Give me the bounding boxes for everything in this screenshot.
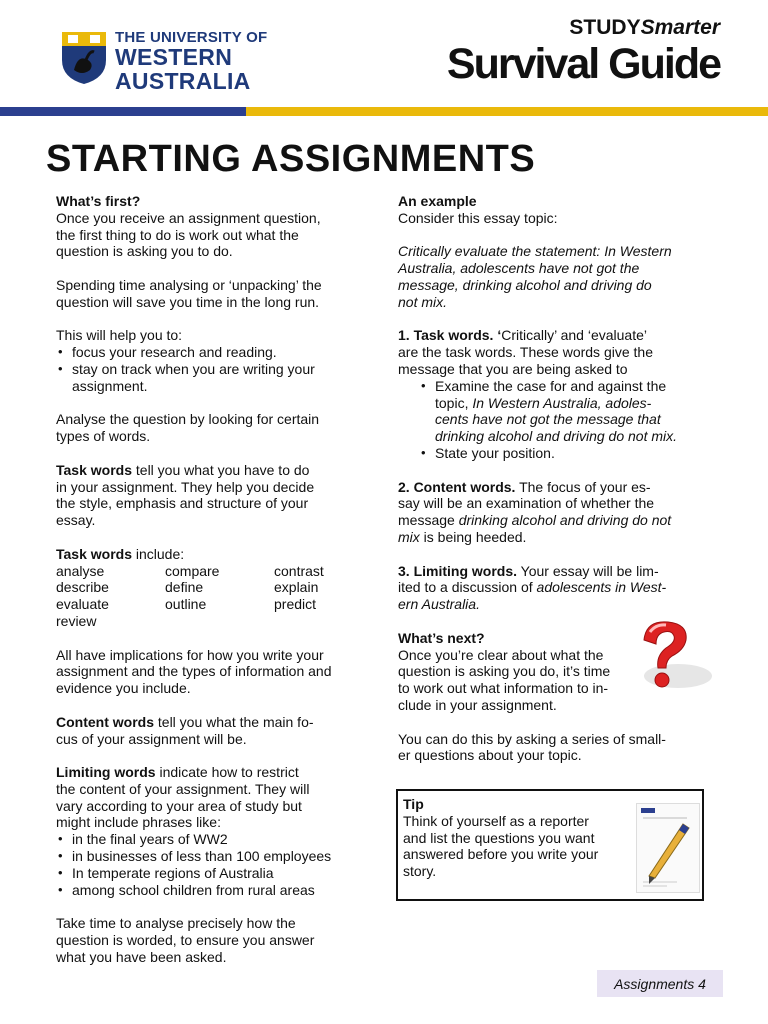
text-line bbox=[398, 579, 698, 596]
text-run: is being heeded. bbox=[419, 528, 527, 545]
university-name-line1: THE UNIVERSITY OF bbox=[115, 29, 268, 46]
tip-box bbox=[396, 789, 704, 901]
tip-text bbox=[403, 796, 633, 880]
text-run: drinking alcohol and driving do not bbox=[458, 512, 672, 529]
text-line bbox=[56, 714, 364, 731]
text-line bbox=[56, 546, 364, 563]
task-word: outline bbox=[165, 596, 207, 613]
text-line: This will help you to: bbox=[56, 327, 183, 344]
text-line: question will save you time in the long run. bbox=[56, 293, 320, 310]
university-crest-logo bbox=[60, 30, 108, 86]
text-run: tell you what the main fo- bbox=[154, 713, 314, 730]
text-line: clude in your assignment. bbox=[398, 696, 557, 713]
example-heading: An example bbox=[398, 193, 477, 209]
text-run: In Western Australia, adoles- bbox=[472, 394, 652, 411]
pen-icon bbox=[637, 804, 699, 892]
text-line: All have implications for how you write your bbox=[56, 646, 324, 663]
text-line: assignment. bbox=[72, 377, 148, 394]
text-run: adolescents in West- bbox=[536, 579, 667, 596]
task-words-term: Task words bbox=[56, 461, 132, 478]
text-line bbox=[398, 596, 698, 613]
text-line: Analyse the question by looking for certain bbox=[56, 411, 320, 428]
tip-heading: Tip bbox=[403, 796, 424, 812]
text-line bbox=[398, 529, 698, 546]
text-line: Once you receive an assignment question, bbox=[56, 209, 321, 226]
university-name-line2: WESTERN bbox=[115, 44, 233, 70]
task-word: explain bbox=[274, 579, 319, 596]
text-line: story. bbox=[403, 863, 437, 880]
list-item: • in businesses of less than 100 employees bbox=[72, 848, 364, 865]
text-line: You can do this by asking a series of small- bbox=[398, 730, 666, 747]
text-line bbox=[398, 327, 698, 344]
help-list bbox=[56, 344, 364, 394]
left-column bbox=[56, 193, 364, 966]
text-line: cents have not got the message that bbox=[435, 411, 661, 428]
header-bar-gold bbox=[246, 107, 768, 116]
task-word: evaluate bbox=[56, 596, 109, 613]
limiting-list bbox=[56, 831, 364, 898]
list-item: • in the final years of WW2 bbox=[72, 831, 364, 848]
text-line: er questions about your topic. bbox=[398, 747, 582, 764]
text-run: ited to a discussion of bbox=[398, 579, 537, 596]
list-item bbox=[72, 361, 364, 395]
text-line: vary according to your area of study but bbox=[56, 797, 302, 814]
list-item: • In temperate regions of Australia bbox=[72, 865, 364, 882]
text-line: stay on track when you are writing your bbox=[72, 360, 315, 377]
content-words-heading: 2. Content words. bbox=[398, 478, 516, 495]
text-line bbox=[398, 277, 698, 294]
text-line: message that you are being asked to bbox=[398, 360, 628, 377]
text-line: and list the questions you want bbox=[403, 829, 595, 846]
list-item bbox=[435, 378, 698, 445]
text-line: essay. bbox=[56, 512, 96, 529]
text-line: the style, emphasis and structure of your bbox=[56, 495, 309, 512]
text-line: say will be an examination of whether the bbox=[398, 495, 655, 512]
text-line: types of words. bbox=[56, 428, 151, 445]
list-item: • among school children from rural areas bbox=[72, 882, 364, 899]
text-run: message bbox=[398, 512, 459, 529]
text-run: include: bbox=[132, 545, 185, 562]
text-line: Once you’re clear about what the bbox=[398, 646, 604, 663]
text-line: might include phrases like: bbox=[56, 814, 221, 831]
task-word: describe bbox=[56, 579, 109, 596]
whats-next-heading: What’s next? bbox=[398, 629, 485, 646]
text-line: Consider this essay topic: bbox=[398, 209, 558, 226]
text-line: in your assignment. They help you decide bbox=[56, 478, 315, 495]
text-run: ern Australia. bbox=[398, 596, 480, 613]
page-title: STARTING ASSIGNMENTS bbox=[46, 138, 536, 180]
topic-text: Australia, adolescents have not got the bbox=[398, 260, 640, 277]
text-line: question is asking you to do. bbox=[56, 243, 233, 260]
text-line: the first thing to do is work out what the bbox=[56, 226, 299, 243]
text-line: assignment and the types of information and bbox=[56, 663, 332, 680]
task-word: review bbox=[56, 612, 97, 629]
text-run: topic, bbox=[435, 394, 473, 411]
topic-text: Critically evaluate the statement: In Western bbox=[398, 243, 672, 260]
text-line: what you have been asked. bbox=[56, 948, 227, 965]
text-line bbox=[398, 243, 698, 260]
text-line bbox=[398, 479, 698, 496]
text-line: cus of your assignment will be. bbox=[56, 730, 247, 747]
content-words-term: Content words bbox=[56, 713, 154, 730]
survival-guide-title: Survival Guide bbox=[446, 40, 720, 88]
text-line: Spending time analysing or ‘unpacking’ the bbox=[56, 276, 322, 293]
task-word: contrast bbox=[274, 562, 324, 579]
text-line: evidence you include. bbox=[56, 680, 191, 697]
task-words-heading: 1. Task words. ‘ bbox=[398, 327, 502, 344]
university-name-line3: AUSTRALIA bbox=[115, 68, 251, 94]
text-line bbox=[56, 764, 364, 781]
text-run: Your essay will be lim- bbox=[517, 562, 659, 579]
text-line: question is worded, to ensure you answer bbox=[56, 932, 315, 949]
text-line bbox=[56, 462, 364, 479]
task-word: compare bbox=[165, 562, 220, 579]
study-prefix: STUDY bbox=[569, 16, 641, 39]
topic-text: not mix. bbox=[398, 293, 448, 310]
task-word: predict bbox=[274, 596, 317, 613]
text-line: drinking alcohol and driving do not mix. bbox=[435, 428, 678, 445]
list-item: • focus your research and reading. bbox=[72, 344, 364, 361]
task-word: analyse bbox=[56, 562, 105, 579]
document-thumbnail bbox=[636, 803, 700, 893]
text-line: Think of yourself as a reporter bbox=[403, 812, 589, 829]
text-line: question is asking you do, it’s time bbox=[398, 663, 611, 680]
topic-text: message, drinking alcohol and driving do bbox=[398, 276, 652, 293]
text-line bbox=[398, 294, 698, 311]
study-suffix: Smarter bbox=[640, 16, 720, 39]
text-run: indicate how to restrict bbox=[155, 764, 299, 781]
study-smarter-label bbox=[569, 16, 720, 40]
text-line: Take time to analyse precisely how the bbox=[56, 915, 296, 932]
question-mark-icon bbox=[626, 618, 716, 698]
limiting-words-heading: 3. Limiting words. bbox=[398, 562, 518, 579]
page-footer-label: Assignments 4 bbox=[597, 970, 723, 997]
header-bar-blue bbox=[0, 107, 246, 116]
limiting-words-term: Limiting words bbox=[56, 764, 156, 781]
text-line: to work out what information to in- bbox=[398, 680, 609, 697]
whats-first-heading: What’s first? bbox=[56, 193, 141, 209]
text-line: the content of your assignment. They will bbox=[56, 780, 310, 797]
task-words-term: Task words bbox=[56, 545, 132, 562]
text-run: tell you what you have to do bbox=[132, 461, 310, 478]
university-name bbox=[115, 30, 267, 93]
list-item: • State your position. bbox=[435, 445, 698, 462]
text-line: answered before you write your bbox=[403, 846, 599, 863]
text-line bbox=[398, 563, 698, 580]
task-word: define bbox=[165, 579, 204, 596]
text-line bbox=[398, 512, 698, 529]
text-run: Critically’ and ‘evaluate’ bbox=[501, 327, 648, 344]
task-words-grid bbox=[56, 563, 364, 630]
text-line: are the task words. These words give the bbox=[398, 344, 653, 361]
text-line bbox=[398, 260, 698, 277]
text-line: Examine the case for and against the bbox=[435, 377, 667, 394]
text-run: mix bbox=[398, 528, 420, 545]
text-run: The focus of your es- bbox=[515, 478, 651, 495]
task-steps-list bbox=[398, 378, 698, 462]
